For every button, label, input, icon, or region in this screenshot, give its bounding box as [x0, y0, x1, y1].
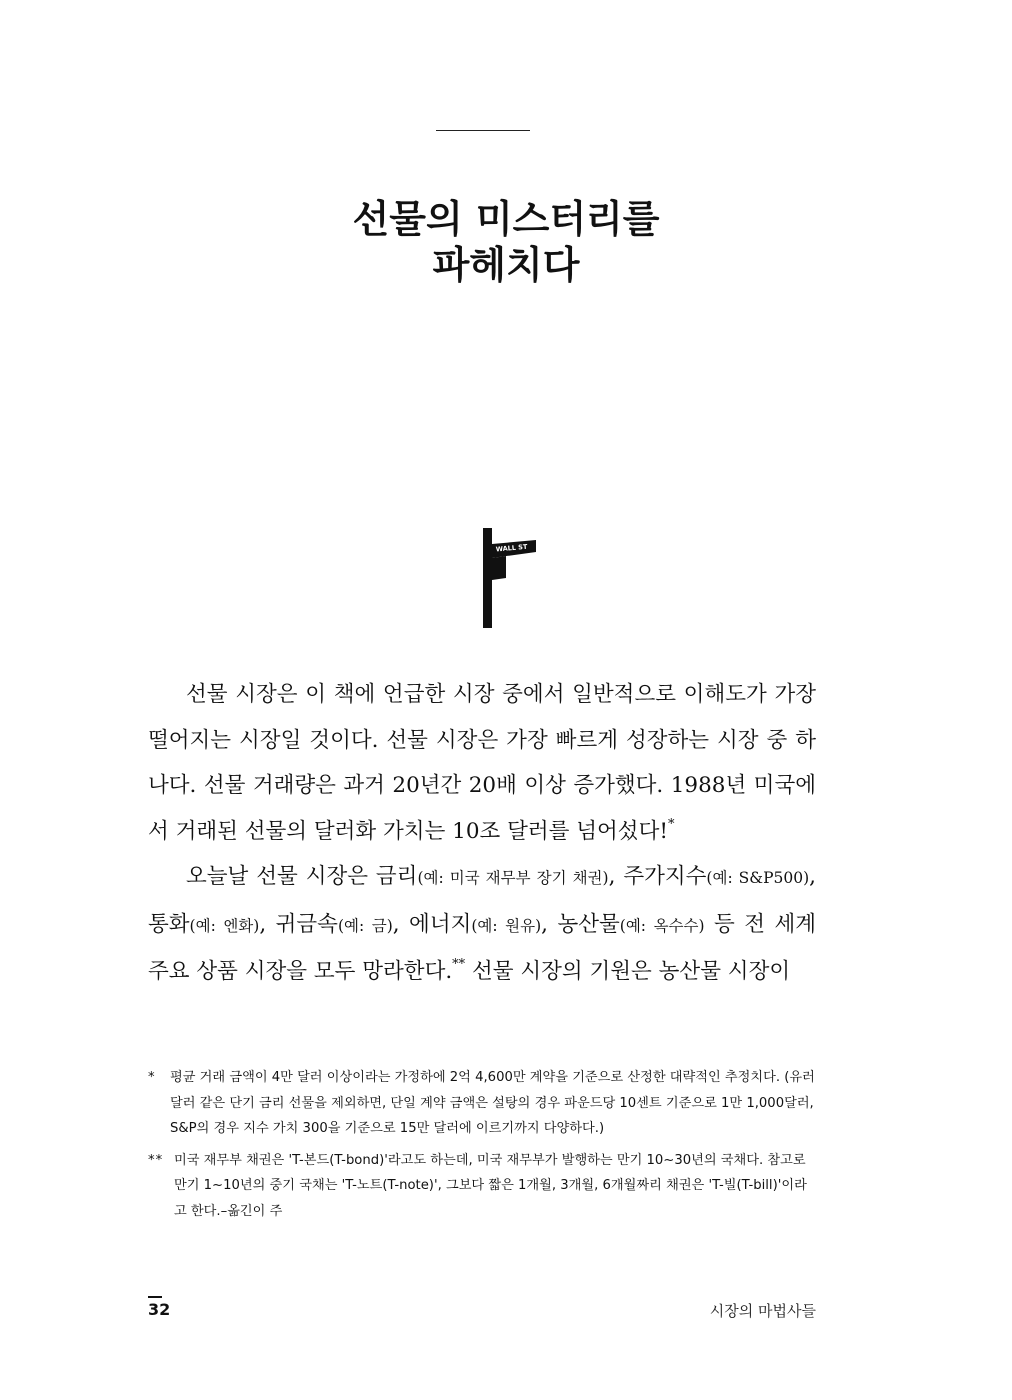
footnote-text: 평균 거래 금액이 4만 달러 이상이라는 가정하에 2억 4,600만 계약을 기준으로 산정한 대략적인 추정치다. (유러달러 같은 단기 금리 선물을 제외하면, 단일 계약 금액은 설탕의 경우 파운드당 10센트 기준으로 1만 1,000달러, S&P의 경우 지수 가치 300을 기준으로 15만 달러에 이르기까지 다양하다.): [170, 1070, 815, 1136]
p2-note: (예: 원유): [471, 916, 542, 935]
footnote-2: [148, 1148, 818, 1225]
p2-segment: , 주가지수: [608, 864, 707, 889]
title-rule: [436, 130, 530, 131]
chapter-title: [0, 196, 1012, 288]
p2-segment: , 귀금속: [259, 911, 338, 937]
footnote-mark: **: [148, 1152, 164, 1168]
p2-note: (예: 미국 재무부 장기 채권): [417, 869, 609, 887]
street-sign-icon: [480, 528, 540, 628]
chapter-title-line1: 선물의 미스터리를: [352, 197, 660, 241]
p2-segment: , 통화: [148, 864, 816, 937]
footnotes: [148, 1065, 818, 1230]
paragraph-1: [148, 672, 816, 854]
footnote-ref-2: **: [452, 957, 466, 972]
p2-segment: 등 전 세계 주요 상품 시장을 모두 망라한다.: [148, 911, 816, 984]
page-number: 32: [148, 1300, 171, 1319]
footnote-mark: *: [148, 1070, 155, 1085]
chapter-title-line2: 파헤치다: [432, 243, 580, 287]
footnote-ref-1: *: [668, 816, 675, 832]
p2-note: (예: 옥수수): [619, 916, 705, 935]
p2-note: (예: 금): [337, 916, 393, 935]
body-text: [148, 672, 816, 995]
running-title: 시장의 마법사들: [709, 1302, 816, 1320]
paragraph-2: [148, 854, 816, 995]
p2-segment: , 에너지: [392, 911, 472, 937]
p2-segment: 오늘날 선물 시장은 금리: [186, 864, 418, 889]
p2-note: (예: S&P500): [706, 869, 810, 887]
footnote-text: 미국 재무부 채권은 'T-본드(T-bond)'라고도 하는데, 미국 재무부가 발행하는 만기 10~30년의 국채다. 참고로 만기 1~10년의 중기 국채는 'T-노트(T-note)', 그보다 짧은 1개월, 3개월, 6개월짜리 채권은 'T-빌(T-bill)'이라고 한다.–옮긴이 주: [174, 1152, 807, 1219]
p2-segment: 선물 시장의 기원은 농산물 시장이: [465, 959, 791, 984]
sign-text: WALL ST: [495, 542, 528, 554]
p2-note: (예: 엔화): [189, 916, 260, 935]
p2-segment: , 농산물: [541, 911, 620, 937]
footnote-1: [148, 1065, 818, 1142]
page-number-rule: [148, 1296, 162, 1298]
paragraph-1-text: 선물 시장은 이 책에 언급한 시장 중에서 일반적으로 이해도가 가장 떨어지는 시장일 것이다. 선물 시장은 가장 빠르게 성장하는 시장 중 하나다. 선물 거래량은 과거 20년간 20배 이상 증가했다. 1988년 미국에서 거래된 선물의 달러화 가치는 10조 달러를 넘어섰다!: [148, 682, 816, 844]
